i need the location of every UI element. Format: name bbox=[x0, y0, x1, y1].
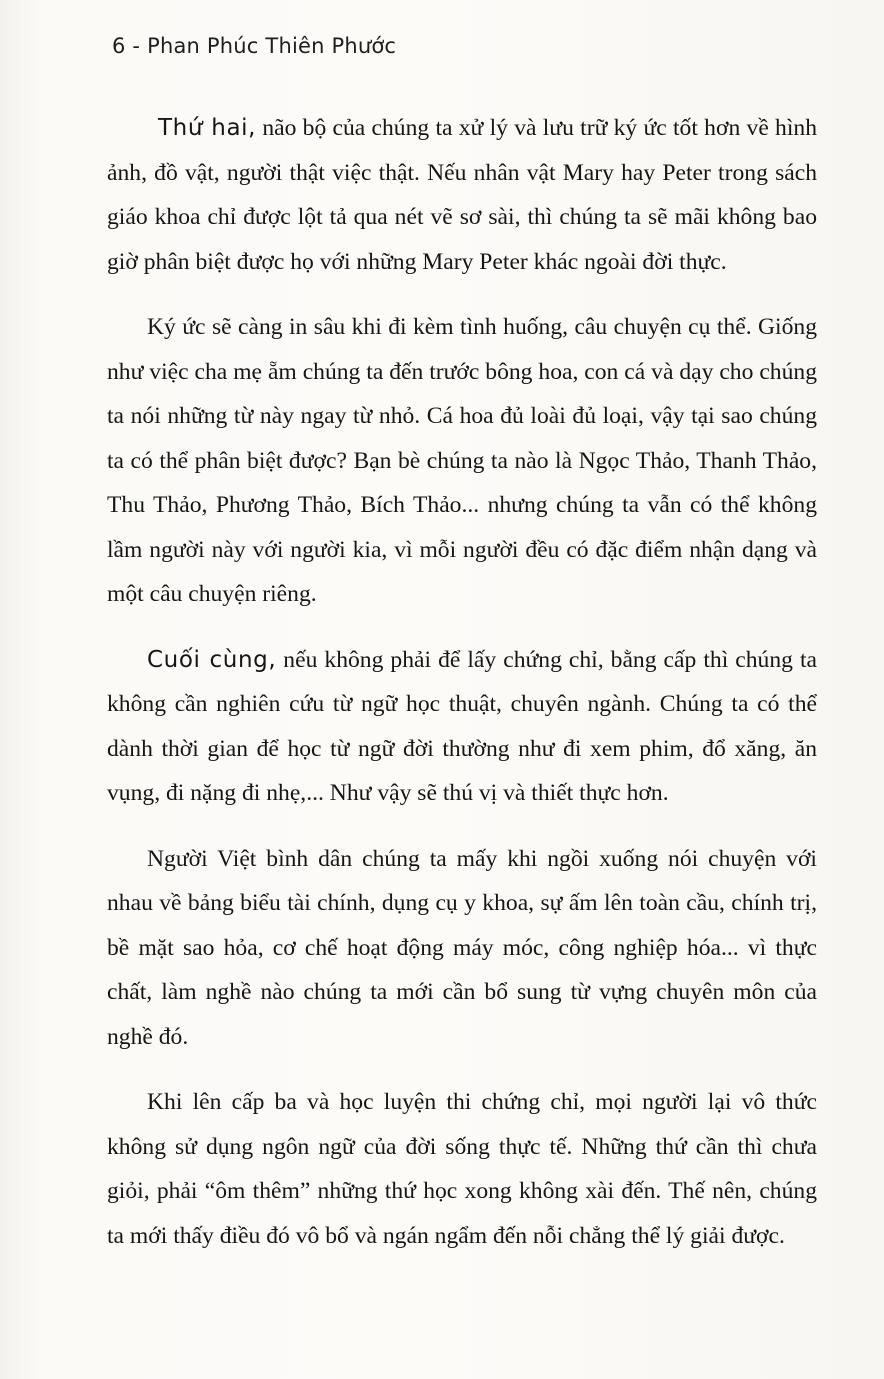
paragraph-lead: Thứ hai, bbox=[158, 115, 257, 141]
paragraph-lead: Cuối cùng, bbox=[147, 646, 277, 673]
paragraph-2 bbox=[107, 305, 817, 617]
paragraph-text: Người Việt bình dân chúng ta mấy khi ngồi xuống nói chuyện với nhau về bảng biểu tài chính, dụng cụ y khoa, sự ấm lên toàn cầu, chính trị, bề mặt sao hỏa, cơ chế hoạt động máy móc, công nghiệp hóa... vì thực chất, làm nghề nào chúng ta mới cần bổ sung từ vựng chuyên môn của nghề đó. bbox=[107, 845, 817, 1050]
running-header: 6 - Phan Phúc Thiên Phước bbox=[112, 34, 397, 58]
paragraph-text: não bộ của chúng ta xử lý và lưu trữ ký ức tốt hơn về hình ảnh, đồ vật, người thật việc thật. Nếu nhân vật Mary hay Peter trong sách giáo khoa chỉ được lột tả qua nét vẽ sơ sài, thì chúng ta sẽ mãi không bao giờ phân biệt được họ với những Mary Peter khác ngoài đời thực. bbox=[107, 115, 817, 275]
paragraph-5 bbox=[107, 1080, 817, 1258]
paragraph-text: nếu không phải để lấy chứng chỉ, bằng cấp thì chúng ta không cần nghiên cứu từ ngữ học thuật, chuyên ngành. Chúng ta có thể dành thời gian để học từ ngữ đời thường như đi xem phim, đổ xăng, ăn vụng, đi nặng đi nhẹ,... Như vậy sẽ thú vị và thiết thực hơn. bbox=[107, 646, 817, 806]
paragraph-4 bbox=[107, 837, 817, 1060]
paragraph-text: Khi lên cấp ba và học luyện thi chứng chỉ, mọi người lại vô thức không sử dụng ngôn ngữ của đời sống thực tế. Những thứ cần thì chưa giỏi, phải “ôm thêm” những thứ học xong không xài đến. Thế nên, chúng ta mới thấy điều đó vô bổ và ngán ngẩm đến nỗi chẳng thể lý giải được. bbox=[107, 1089, 817, 1249]
paragraph-1 bbox=[107, 106, 817, 284]
paragraph-3 bbox=[107, 638, 817, 816]
paragraph-text: Ký ức sẽ càng in sâu khi đi kèm tình huống, câu chuyện cụ thể. Giống như việc cha mẹ ẵm chúng ta đến trước bông hoa, con cá và dạy cho chúng ta nói những từ này ngay từ nhỏ. Cá hoa đủ loài đủ loại, vậy tại sao chúng ta có thể phân biệt được? Bạn bè chúng ta nào là Ngọc Thảo, Thanh Thảo, Thu Thảo, Phương Thảo, Bích Thảo... nhưng chúng ta vẫn có thể không lầm người này với người kia, vì mỗi người đều có đặc điểm nhận dạng và một câu chuyện riêng. bbox=[107, 314, 817, 607]
body-text bbox=[107, 106, 817, 1279]
